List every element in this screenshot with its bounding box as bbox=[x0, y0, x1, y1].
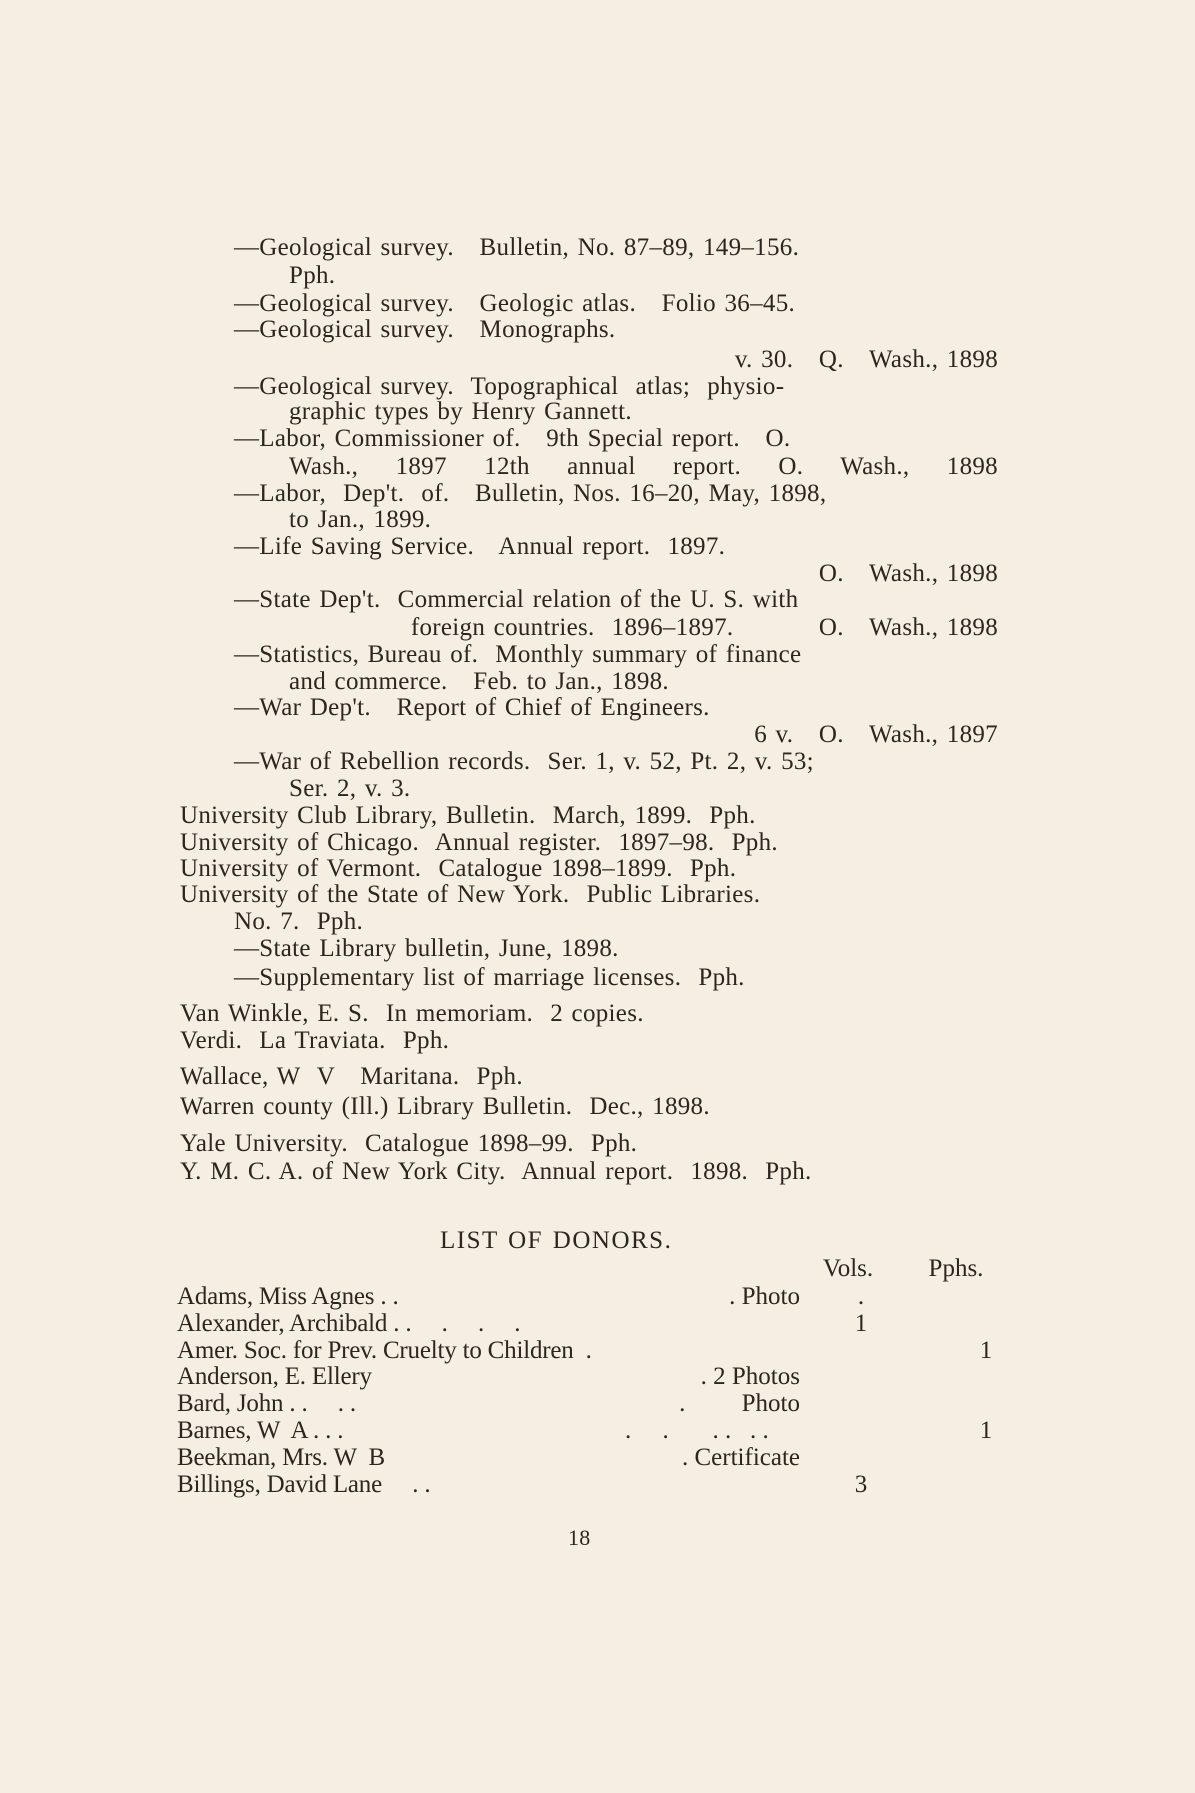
entry-line: Warren county (Ill.) Library Bulletin. Dec., 1898. bbox=[180, 1093, 710, 1120]
donor-note: . Photo bbox=[679, 1390, 800, 1418]
donor-note: . Photo bbox=[729, 1283, 800, 1310]
donor-name: Alexander, Archibald . . . . . bbox=[177, 1309, 521, 1337]
donors-title: LIST OF DONORS. bbox=[440, 1227, 673, 1254]
entry-line: —Geological survey. Bulletin, No. 87–89, 149–156. bbox=[234, 234, 800, 261]
entry-line: —Statistics, Bureau of. Monthly summary of finance bbox=[234, 641, 802, 668]
entry-line: —State Library bulletin, June, 1898. bbox=[234, 935, 619, 962]
entry-line: —Supplementary list of marriage licenses. Pph. bbox=[234, 964, 745, 991]
entry-line: No. 7. Pph. bbox=[234, 908, 364, 935]
entry-line: —War of Rebellion records. Ser. 1, v. 52, Pt. 2, v. 53; bbox=[234, 748, 814, 775]
donor-name: Barnes, W A . . . bbox=[177, 1417, 344, 1444]
entry-line: graphic types by Henry Gannett. bbox=[289, 398, 632, 425]
entry-line: —Labor, Dep't. of. Bulletin, Nos. 16–20, May, 1898, bbox=[234, 480, 827, 507]
donor-name: Bard, John . . . . bbox=[177, 1390, 356, 1418]
donor-pphs: 1 bbox=[979, 1417, 993, 1444]
entry-line: Ser. 2, v. 3. bbox=[289, 775, 411, 802]
page-number: 18 bbox=[568, 1525, 591, 1550]
donor-note: . Certificate bbox=[682, 1443, 800, 1471]
entry-line: University of Chicago. Annual register. 1897–98. Pph. bbox=[180, 829, 778, 856]
entry-line: Pph. bbox=[289, 262, 336, 289]
donor-vols: 1 bbox=[854, 1309, 868, 1337]
entry-line: —Geological survey. Geologic atlas. Folio 36–45. bbox=[234, 290, 796, 317]
donor-vols: . bbox=[857, 1283, 865, 1310]
entry-line: O. Wash., 1898 bbox=[818, 560, 998, 587]
entry-line: Wash., 1897 12th annual report. O. Wash., 1898 bbox=[289, 453, 998, 480]
donor-name: Beekman, Mrs. W B bbox=[177, 1443, 385, 1471]
donor-pphs: 1 bbox=[979, 1336, 993, 1364]
entry-line: v. 30. Q. Wash., 1898 bbox=[734, 346, 998, 373]
entry-line: Verdi. La Traviata. Pph. bbox=[180, 1027, 450, 1054]
entry-line: —Life Saving Service. Annual report. 1897. bbox=[234, 533, 726, 560]
donor-name: Amer. Soc. for Prev. Cruelty to Children . bbox=[177, 1336, 592, 1364]
entry-line: —Geological survey. Topographical atlas; physio- bbox=[234, 373, 785, 400]
entry-line: University of the State of New York. Public Libraries. bbox=[180, 881, 761, 908]
entry-line: University of Vermont. Catalogue 1898–1899. Pph. bbox=[180, 855, 737, 882]
col-header-vols: Vols. bbox=[822, 1255, 874, 1282]
entry-line: University Club Library, Bulletin. March, 1899. Pph. bbox=[180, 802, 756, 829]
entry-line: Van Winkle, E. S. In memoriam. 2 copies. bbox=[180, 1000, 644, 1027]
entry-line: —War Dep't. Report of Chief of Engineers. bbox=[234, 694, 710, 721]
entry-line: —State Dep't. Commercial relation of the U. S. with bbox=[234, 586, 799, 613]
col-header-pphs: Pphs. bbox=[928, 1255, 984, 1282]
entry-line: 6 v. O. Wash., 1897 bbox=[754, 721, 998, 748]
donor-note: . . . . . . bbox=[625, 1417, 800, 1444]
entry-line: and commerce. Feb. to Jan., 1898. bbox=[289, 668, 669, 695]
donor-name: Billings, David Lane . . bbox=[177, 1470, 431, 1498]
donor-name: Anderson, E. Ellery bbox=[177, 1363, 372, 1391]
entry-line: Y. M. C. A. of New York City. Annual report. 1898. Pph. bbox=[180, 1158, 812, 1185]
entry-line: —Labor, Commissioner of. 9th Special report. O. bbox=[234, 425, 791, 452]
entry-line: foreign countries. 1896–1897. O. Wash., 1898 bbox=[410, 614, 998, 641]
entry-line: —Geological survey. Monographs. bbox=[234, 316, 616, 343]
entry-line: Wallace, W V Maritana. Pph. bbox=[180, 1063, 523, 1090]
donor-name: Adams, Miss Agnes . . bbox=[177, 1283, 399, 1310]
donor-note: . 2 Photos bbox=[700, 1363, 800, 1391]
entry-line: to Jan., 1899. bbox=[289, 506, 432, 533]
donor-vols: 3 bbox=[854, 1470, 868, 1498]
entry-line: Yale University. Catalogue 1898–99. Pph. bbox=[180, 1130, 638, 1157]
